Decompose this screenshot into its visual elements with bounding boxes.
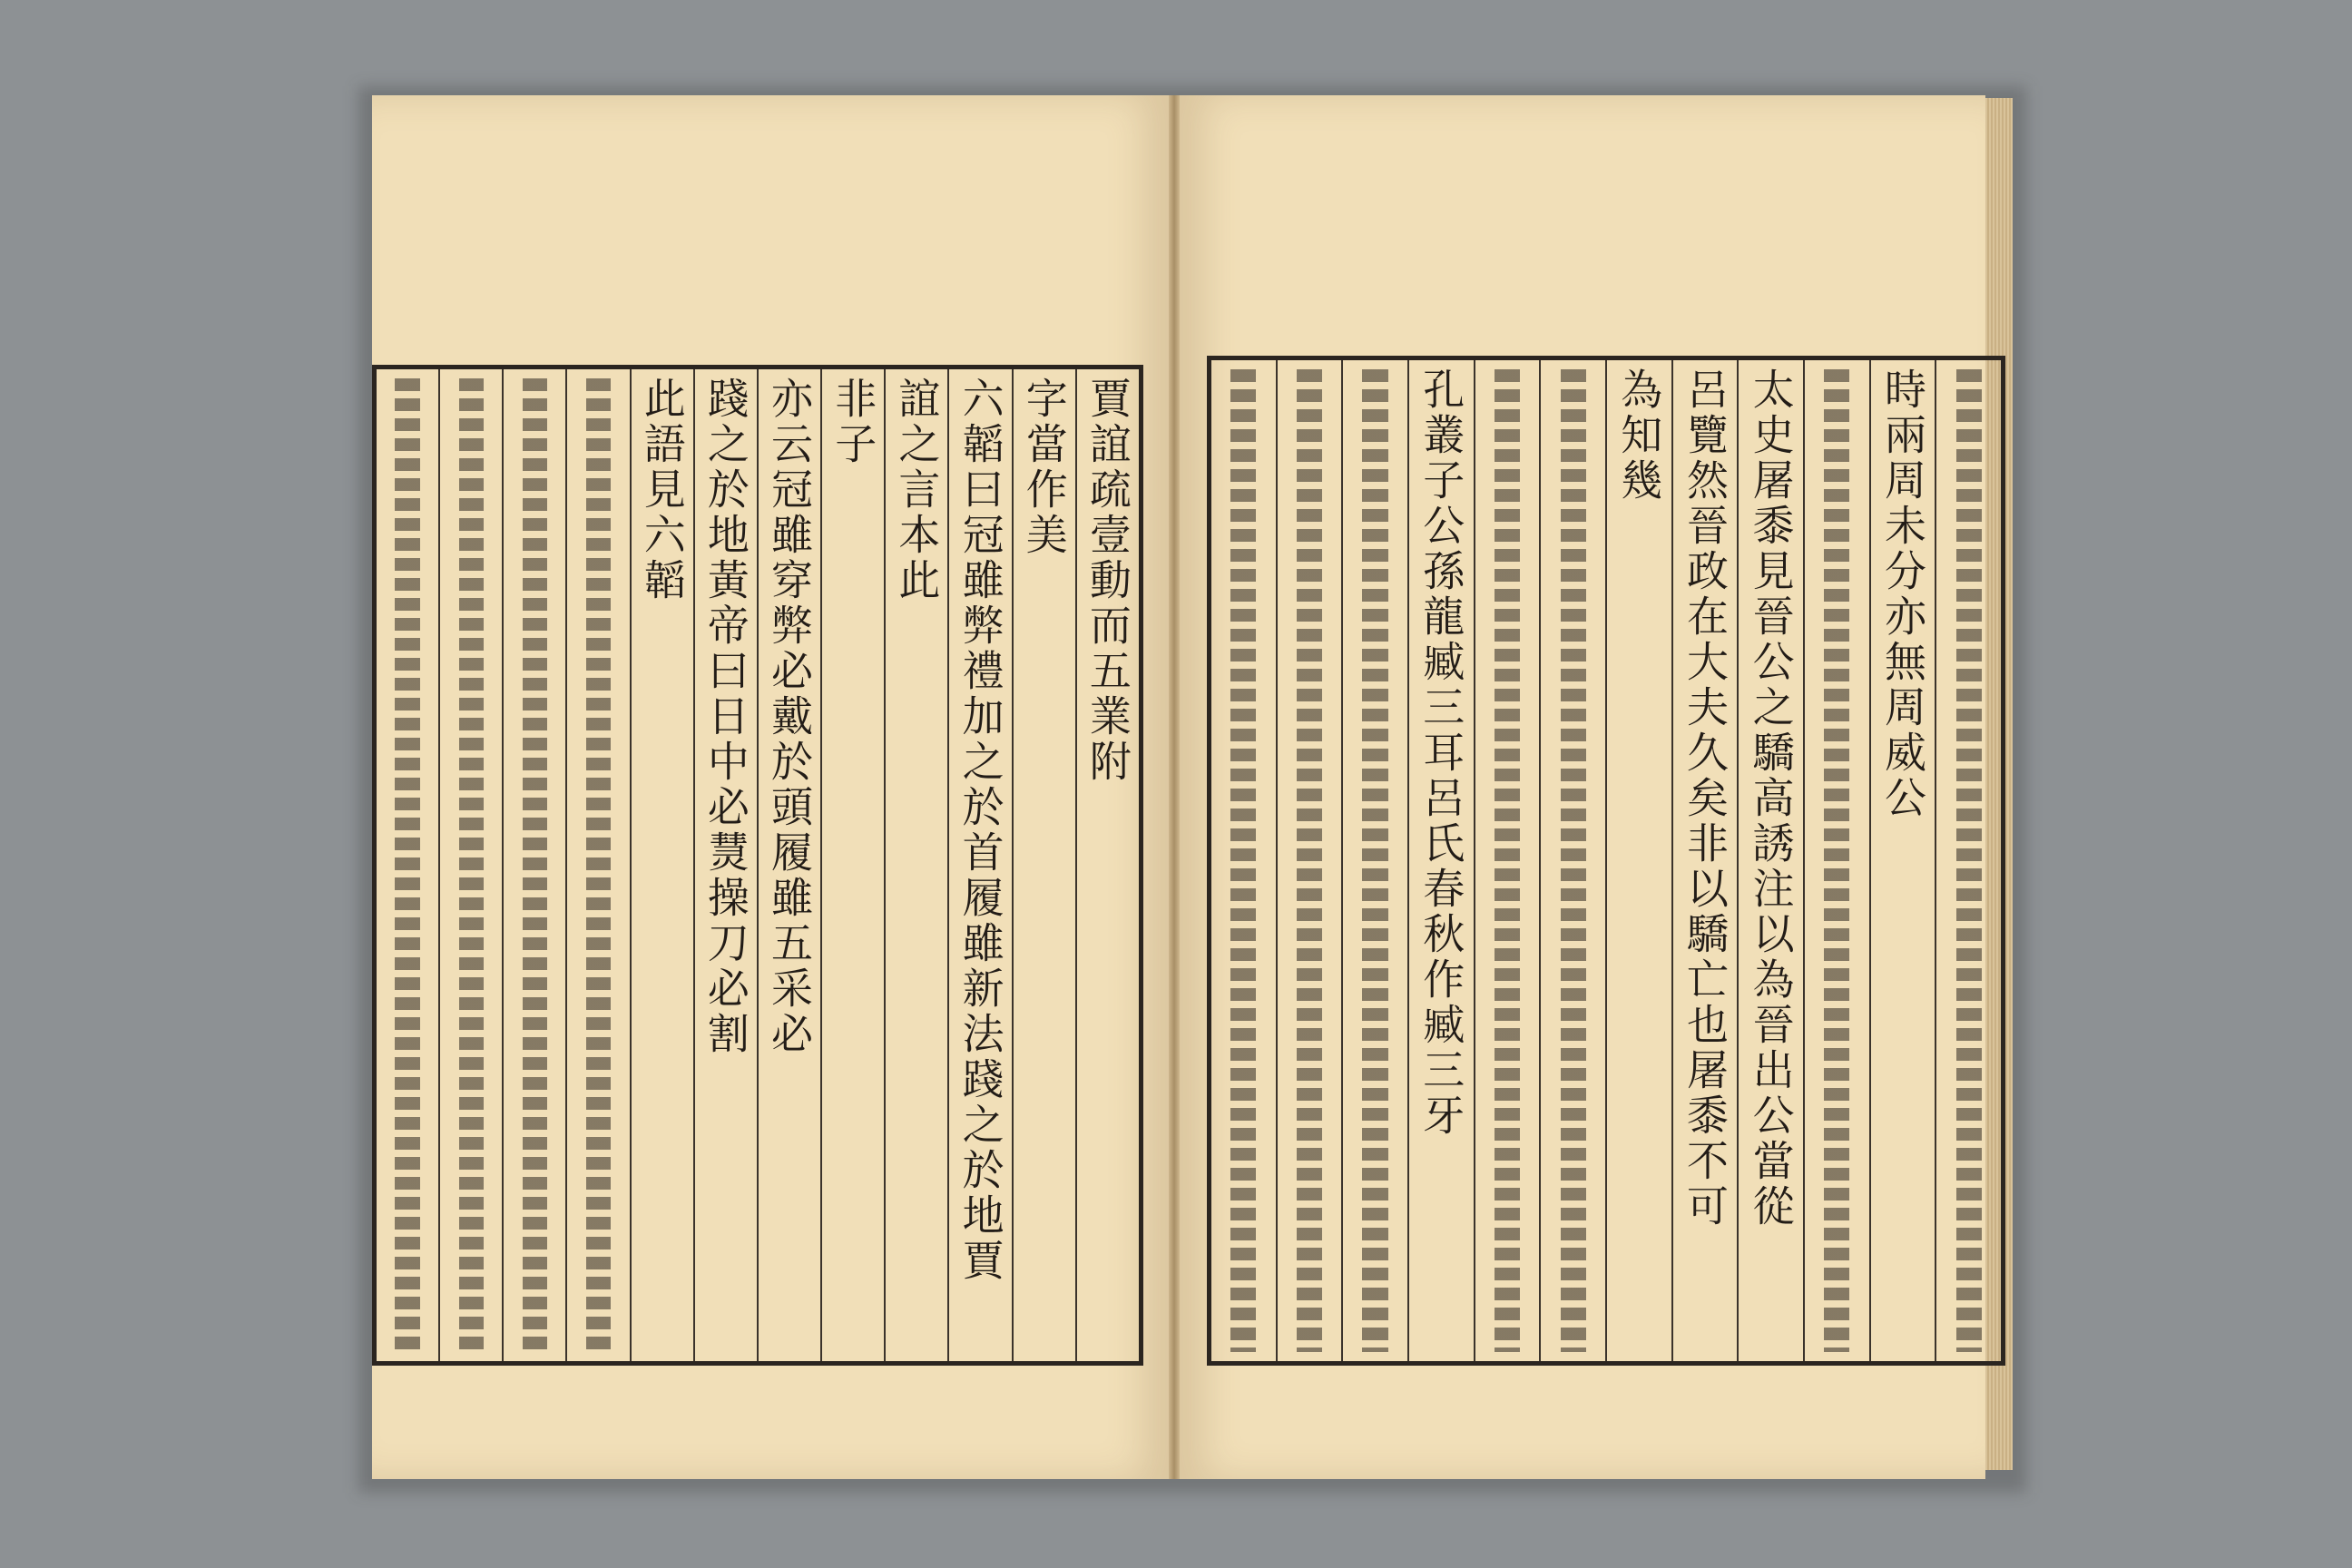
left-page-column <box>377 369 438 1361</box>
right-page-column <box>1539 360 1605 1361</box>
unread-text-placeholder <box>1297 369 1322 1352</box>
unread-text-placeholder <box>586 378 611 1352</box>
unread-text-placeholder <box>1561 369 1586 1352</box>
unread-text-placeholder <box>459 378 484 1352</box>
right-page-column <box>1407 360 1474 1361</box>
book-gutter <box>1169 95 1180 1479</box>
right-page-column <box>1276 360 1342 1361</box>
unread-text-placeholder <box>395 378 419 1352</box>
right-page-column <box>1671 360 1738 1361</box>
left-page-column <box>565 369 629 1361</box>
unread-text-placeholder <box>1362 369 1387 1352</box>
column-text: 為知幾 <box>1614 368 1664 504</box>
right-print-frame <box>1207 356 2005 1366</box>
unread-text-placeholder <box>523 378 547 1352</box>
right-page-column <box>1474 360 1540 1361</box>
column-text: 踐之於地黃帝曰日中必熭操刀必割 <box>701 377 750 1057</box>
column-text: 此語見六韜 <box>637 377 687 603</box>
left-page-column <box>1075 369 1139 1361</box>
right-column-grid <box>1211 360 2001 1361</box>
unread-text-placeholder <box>1956 369 1982 1352</box>
left-page-column <box>757 369 820 1361</box>
left-page-column <box>630 369 693 1361</box>
column-text: 時兩周未分亦無周威公 <box>1877 368 1927 821</box>
right-page-column <box>1803 360 1869 1361</box>
left-page-column <box>820 369 884 1361</box>
column-text: 誼之言本此 <box>892 377 942 603</box>
right-page-column <box>1869 360 1936 1361</box>
left-print-frame <box>372 365 1143 1366</box>
column-text: 賈誼疏壹動而五業附 <box>1083 377 1132 785</box>
right-page-column <box>1935 360 2001 1361</box>
right-page-column <box>1737 360 1803 1361</box>
left-column-grid <box>377 369 1139 1361</box>
column-text: 太史屠黍見晉公之驕高誘注以為晉出公當從 <box>1746 368 1796 1230</box>
column-text: 孔叢子公孫龍臧三耳呂氏春秋作臧三牙 <box>1416 368 1466 1139</box>
left-page-column <box>947 369 1011 1361</box>
left-page-column <box>1012 369 1075 1361</box>
right-page-column <box>1341 360 1407 1361</box>
column-text: 亦云冠雖穿弊必戴於頭履雖五采必 <box>765 377 815 1057</box>
left-page-column <box>884 369 947 1361</box>
unread-text-placeholder <box>1824 369 1849 1352</box>
right-page-column <box>1605 360 1671 1361</box>
left-page-column <box>438 369 502 1361</box>
unread-text-placeholder <box>1494 369 1520 1352</box>
left-page-column <box>693 369 757 1361</box>
column-text: 字當作美 <box>1019 377 1069 558</box>
left-page-column <box>502 369 565 1361</box>
unread-text-placeholder <box>1230 369 1256 1352</box>
column-text: 六韜曰冠雖弊禮加之於首履雖新法踐之於地賈 <box>956 377 1005 1284</box>
right-page-column <box>1211 360 1276 1361</box>
column-text: 呂覽然晉政在大夫久矣非以驕亡也屠黍不可 <box>1680 368 1730 1230</box>
column-text: 非子 <box>828 377 878 467</box>
